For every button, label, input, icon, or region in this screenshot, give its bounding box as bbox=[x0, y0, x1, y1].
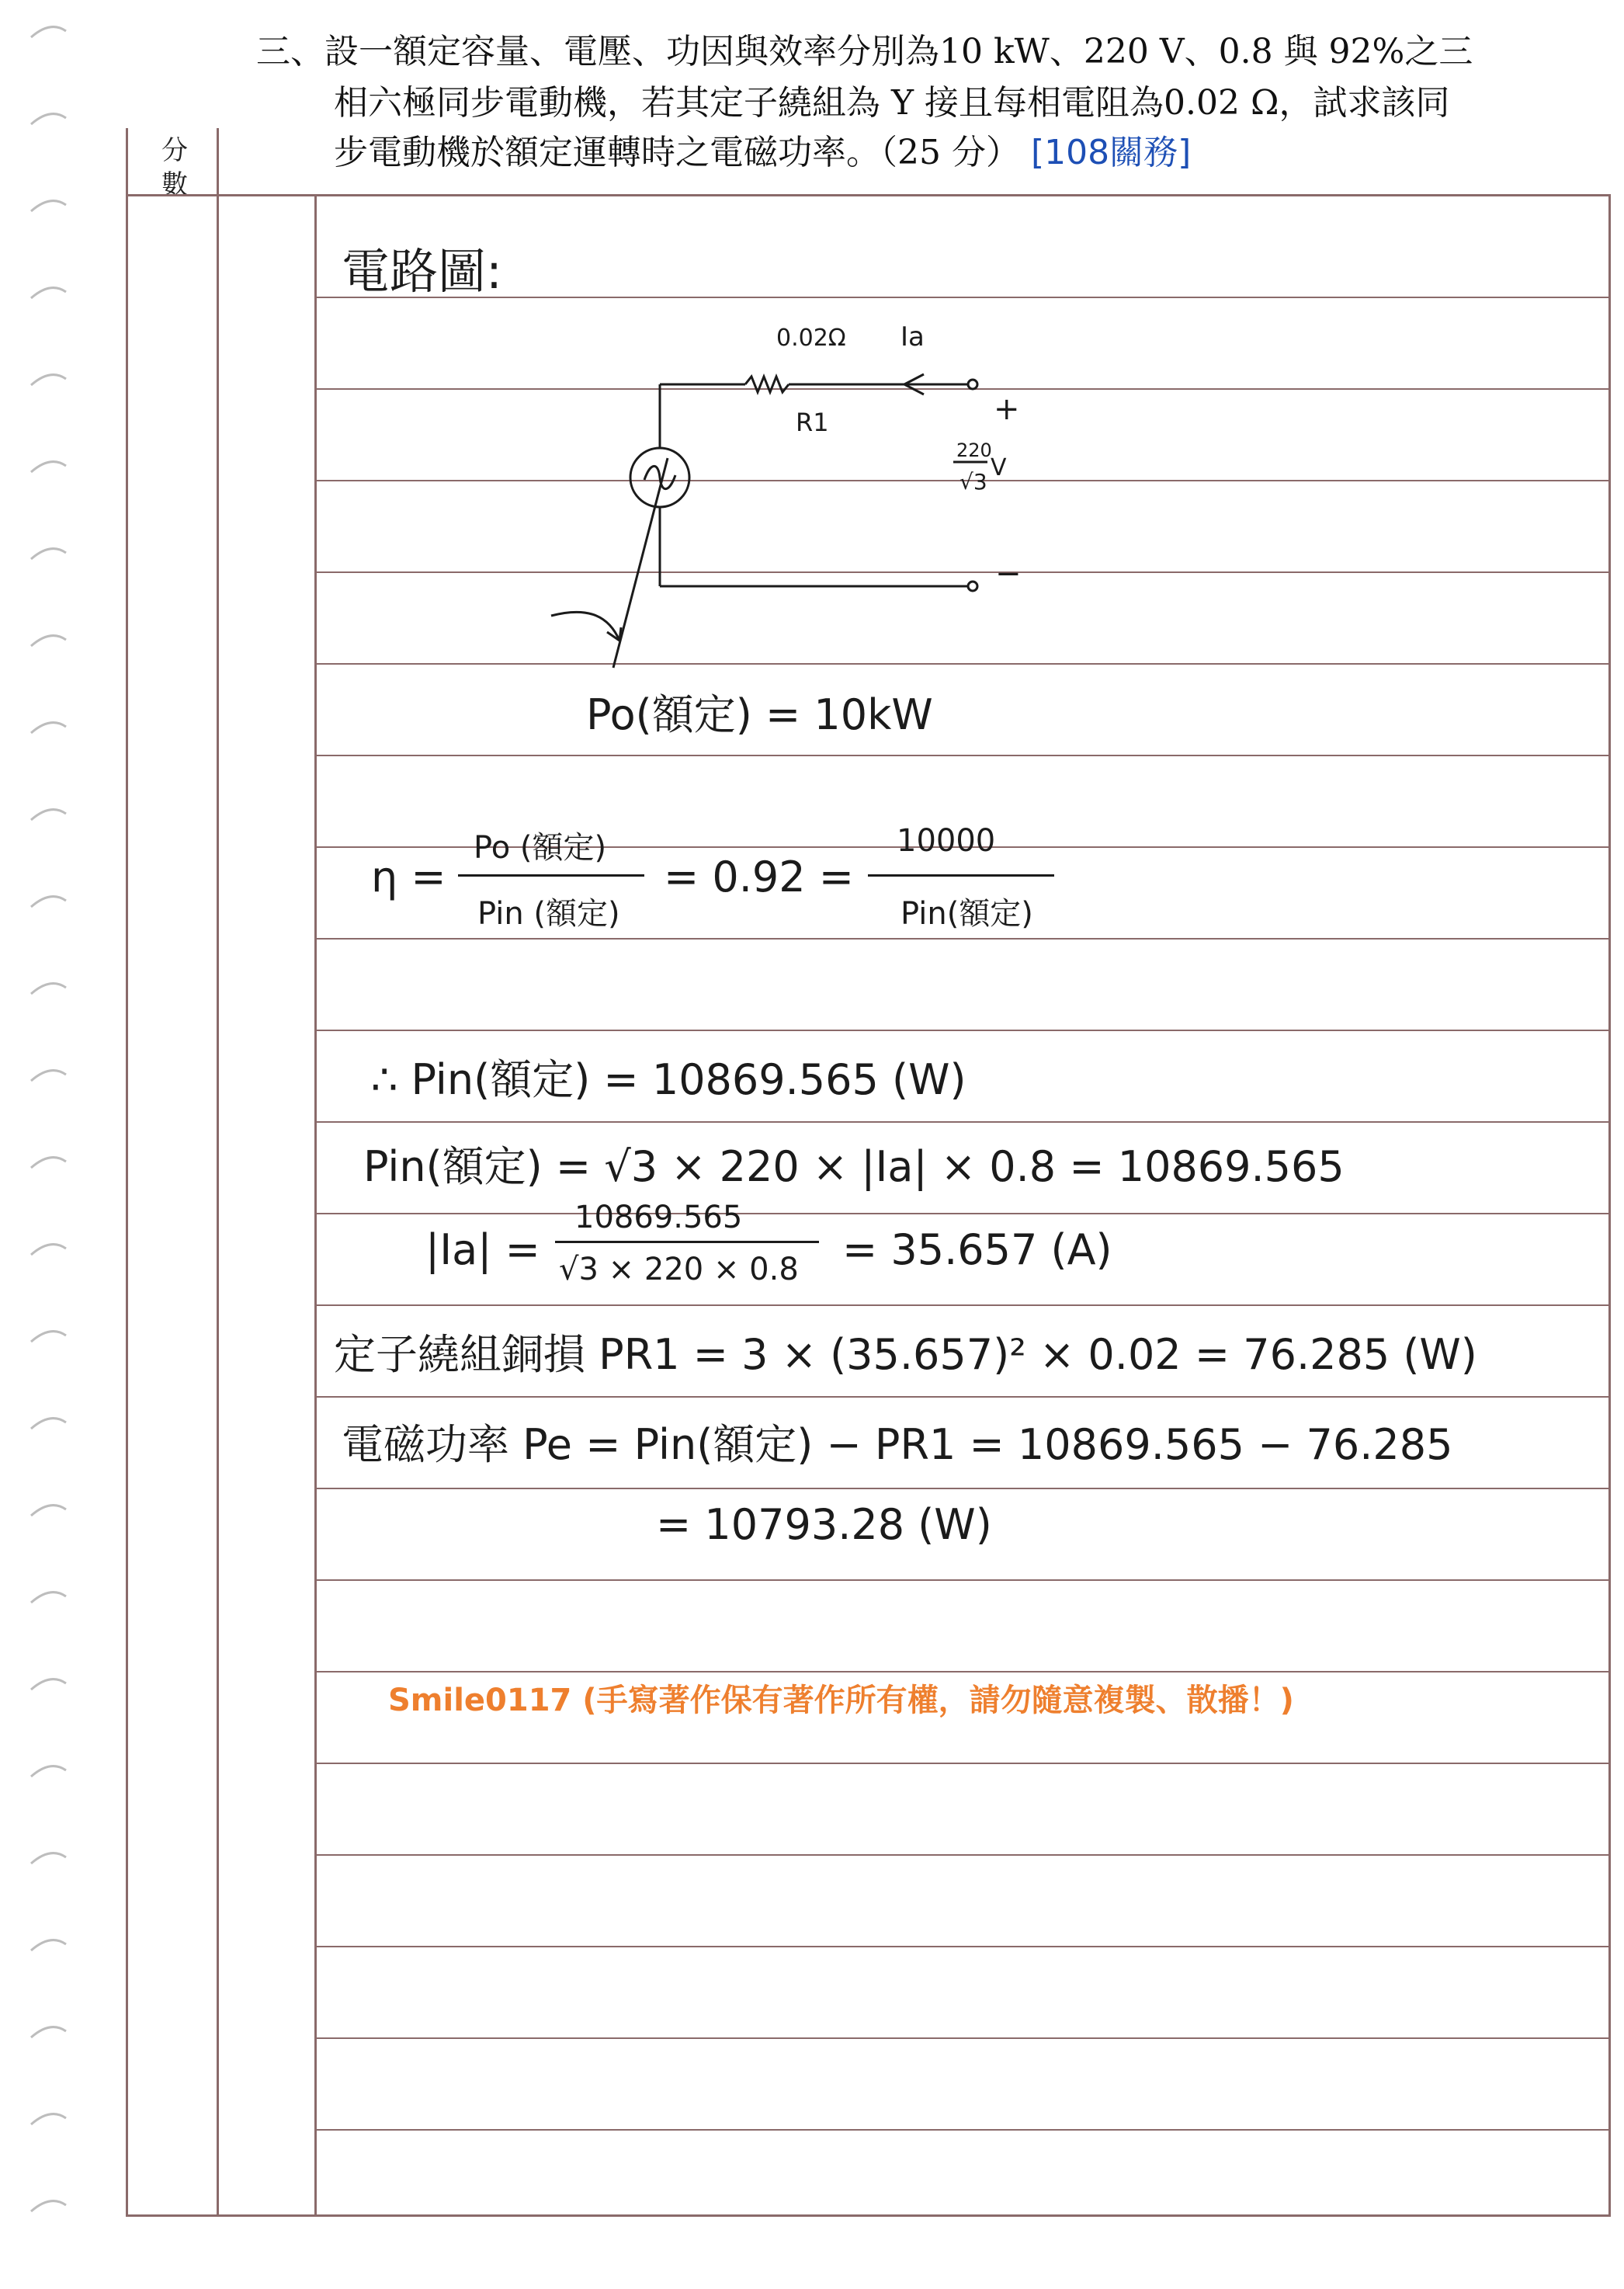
spiral-ring bbox=[31, 462, 66, 472]
ruled-line bbox=[314, 938, 1609, 940]
spiral-ring bbox=[31, 1071, 66, 1081]
ruled-line bbox=[314, 1946, 1609, 1947]
armature-current-result: = 35.657 (A) bbox=[842, 1225, 1112, 1274]
question-line-3-text: 步電動機於額定運轉時之電磁功率。（25 分） bbox=[334, 133, 1020, 172]
fraction-bar-3 bbox=[555, 1241, 819, 1243]
spiral-ring bbox=[31, 2027, 66, 2037]
spiral-ring bbox=[31, 2201, 66, 2211]
ruled-line bbox=[314, 1854, 1609, 1856]
ruled-line bbox=[314, 1121, 1609, 1123]
spiral-binding bbox=[0, 0, 85, 2289]
question-line-1: 三、設一額定容量、電壓、功因與效率分別為10 kW、220 V、0.8 與 92%之三 bbox=[256, 32, 1473, 71]
spiral-ring bbox=[31, 375, 66, 385]
fraction-bar-2 bbox=[868, 874, 1054, 877]
spiral-ring bbox=[31, 549, 66, 559]
plus-sign: + bbox=[994, 391, 1020, 427]
spiral-ring bbox=[31, 1332, 66, 1342]
ruled-line bbox=[314, 2037, 1609, 2039]
voltage-denominator: √3 bbox=[959, 469, 987, 495]
armature-current-numerator: 10869.565 bbox=[574, 1200, 743, 1235]
spiral-ring bbox=[31, 810, 66, 820]
efficiency-numerator-1: Po (額定) bbox=[474, 830, 607, 866]
spiral-ring bbox=[31, 1245, 66, 1255]
spiral-ring bbox=[31, 2114, 66, 2124]
question-line-3 bbox=[334, 130, 1191, 175]
voltage-unit: V bbox=[991, 454, 1007, 481]
minus-sign: − bbox=[995, 556, 1022, 592]
input-power-result: ∴ Pin(額定) = 10869.565 (W) bbox=[371, 1055, 966, 1104]
ruled-line bbox=[314, 1579, 1609, 1581]
resistor-name-label: R1 bbox=[796, 408, 829, 437]
electromagnetic-power-line: 電磁功率 Pe = Pin(額定) − PR1 = 10869.565 − 76.285 bbox=[342, 1420, 1453, 1469]
electromagnetic-power-result: = 10793.28 (W) bbox=[656, 1500, 992, 1549]
spiral-ring bbox=[31, 27, 66, 37]
spiral-ring bbox=[31, 114, 66, 124]
voltage-numerator: 220 bbox=[956, 439, 992, 461]
ruled-line bbox=[314, 1213, 1609, 1214]
margin-line bbox=[314, 196, 317, 2214]
spiral-ring bbox=[31, 201, 66, 211]
spiral-ring bbox=[31, 1679, 66, 1690]
spiral-ring bbox=[31, 1506, 66, 1516]
resistor-value-label: 0.02Ω bbox=[776, 325, 846, 352]
ruled-line bbox=[314, 2129, 1609, 2131]
current-label: Ia bbox=[900, 321, 925, 353]
spiral-ring bbox=[31, 1766, 66, 1777]
efficiency-numerator-2: 10000 bbox=[897, 823, 996, 859]
efficiency-symbol: η = bbox=[371, 853, 446, 901]
copper-loss-line: 定子繞組銅損 PR1 = 3 × (35.657)² × 0.02 = 76.285 (W) bbox=[334, 1330, 1477, 1379]
ruled-line bbox=[314, 1763, 1609, 1764]
fraction-bar-1 bbox=[458, 874, 644, 877]
spiral-ring bbox=[31, 984, 66, 994]
spiral-ring bbox=[31, 897, 66, 907]
rated-output-power: Po(額定) = 10kW bbox=[586, 690, 933, 739]
spiral-ring bbox=[31, 1419, 66, 1429]
armature-current-denominator: √3 × 220 × 0.8 bbox=[559, 1252, 799, 1287]
spiral-ring bbox=[31, 288, 66, 298]
ruled-line bbox=[314, 1671, 1609, 1672]
ruled-line bbox=[314, 1396, 1609, 1398]
score-label: 分數 bbox=[161, 135, 188, 200]
spiral-ring bbox=[31, 1593, 66, 1603]
question-line-2: 相六極同步電動機，若其定子繞組為 Y 接且每相電阻為0.02 Ω，試求該同 bbox=[334, 83, 1450, 123]
spiral-ring bbox=[31, 1158, 66, 1168]
ruled-line bbox=[314, 1304, 1609, 1306]
circuit-heading: 電路圖: bbox=[342, 243, 502, 300]
ruled-line bbox=[314, 1030, 1609, 1031]
ruled-line bbox=[314, 1488, 1609, 1489]
efficiency-value: = 0.92 = bbox=[664, 853, 855, 901]
spiral-ring bbox=[31, 636, 66, 646]
copyright-watermark: Smile0117 (手寫著作保有著作所有權，請勿隨意複製、散播！) bbox=[388, 1683, 1294, 1718]
ruled-line bbox=[314, 297, 1609, 298]
spiral-ring bbox=[31, 1853, 66, 1864]
spiral-ring bbox=[31, 1940, 66, 1950]
efficiency-denominator-1: Pin (額定) bbox=[477, 896, 620, 932]
question-tag: [108關務] bbox=[1030, 133, 1192, 172]
armature-current-label: |Ia| = bbox=[425, 1225, 540, 1274]
input-power-formula: Pin(額定) = √3 × 220 × |Ia| × 0.8 = 10869.565 bbox=[363, 1142, 1345, 1191]
efficiency-denominator-2: Pin(額定) bbox=[900, 896, 1033, 932]
spiral-ring bbox=[31, 723, 66, 733]
